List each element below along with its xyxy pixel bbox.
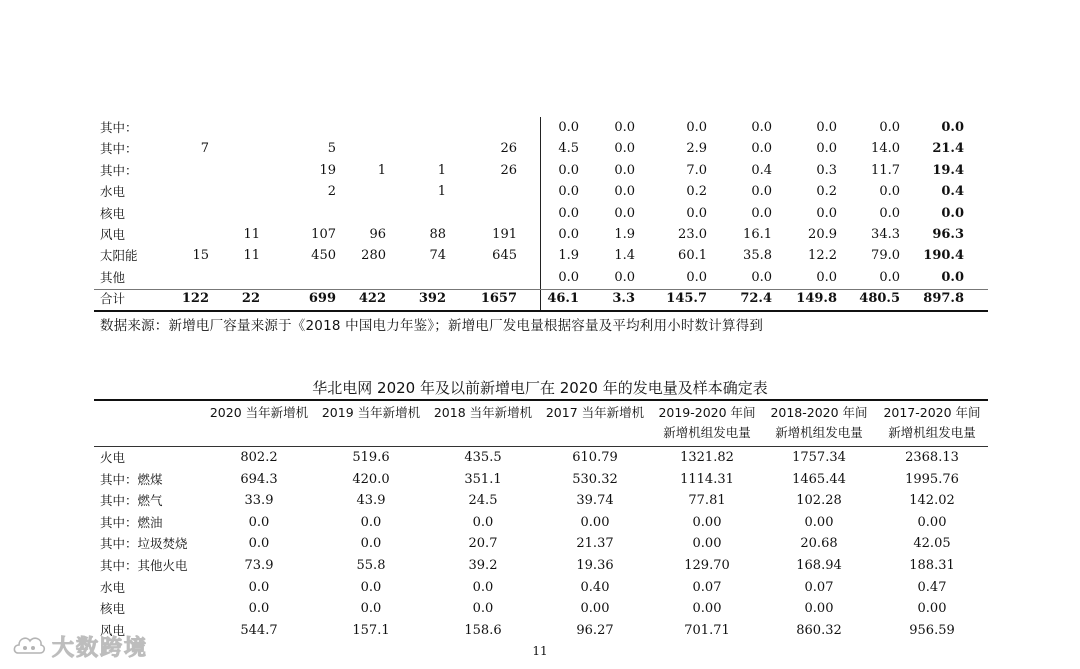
value-cell: 33.9 (244, 493, 274, 509)
generation-cell: 0.0 (558, 162, 579, 178)
capacity-cell: 11 (243, 227, 260, 242)
capacity-cell: 26 (500, 162, 517, 178)
value-cell: 0.00 (804, 601, 834, 617)
value-cell: 168.94 (796, 558, 842, 573)
row-label: 水电 (100, 184, 126, 200)
generation-cell: 72.4 (740, 291, 772, 307)
generation-cell: 0.3 (816, 162, 837, 178)
generation-cell: 96.3 (932, 227, 964, 242)
table-row (94, 138, 988, 159)
generation-cell: 0.0 (751, 120, 772, 135)
value-cell: 0.00 (917, 514, 947, 530)
table-row (94, 512, 988, 534)
generation-cell: 0.0 (941, 269, 964, 285)
generation-cell: 0.2 (816, 184, 837, 200)
generation-cell: 60.1 (678, 248, 707, 264)
capacity-cell: 280 (361, 248, 386, 264)
column-header-line: 新增机组发电量 (775, 425, 863, 440)
capacity-cell: 392 (418, 291, 446, 307)
generation-cell: 19.4 (932, 162, 964, 178)
generation-cell: 0.0 (558, 184, 579, 200)
value-cell: 0.0 (360, 601, 382, 617)
generation-cell: 149.8 (796, 291, 837, 307)
generation-cell: 0.0 (879, 269, 900, 285)
row-label: 其中： (100, 120, 138, 135)
value-cell: 435.5 (464, 450, 502, 465)
generation-cell: 145.7 (666, 291, 707, 307)
table-row (94, 245, 988, 266)
value-cell: 0.00 (804, 514, 834, 530)
value-cell: 701.71 (684, 622, 730, 638)
capacity-cell: 7 (200, 141, 209, 157)
capacity-cell: 15 (192, 248, 209, 264)
value-cell: 0.00 (917, 601, 947, 617)
table-top-rule (94, 399, 988, 401)
value-cell: 530.32 (572, 471, 618, 487)
value-cell: 0.00 (580, 601, 610, 617)
table-row (94, 598, 988, 620)
generation-cell: 20.9 (808, 227, 837, 242)
generation-cell: 3.3 (612, 291, 635, 307)
generation-cell: 16.1 (743, 227, 772, 242)
generation-cell: 0.0 (816, 141, 837, 157)
value-cell: 20.7 (468, 536, 498, 552)
value-cell: 0.0 (472, 514, 494, 530)
generation-cell: 0.0 (686, 269, 707, 285)
generation-cell: 35.8 (743, 248, 772, 264)
capacity-cell: 2 (327, 184, 336, 200)
row-label: 水电 (100, 579, 126, 595)
capacity-cell: 422 (358, 291, 386, 307)
watermark-text: 大数跨境 (52, 635, 149, 661)
table-row (94, 620, 988, 642)
generation-cell: 0.0 (816, 269, 837, 285)
generation-cell: 0.0 (816, 120, 837, 135)
generation-cell: 11.7 (871, 162, 900, 178)
generation-cell: 0.0 (558, 227, 579, 242)
generation-cell: 190.4 (923, 248, 964, 264)
source-note: 数据来源：新增电厂容量来源于《2018 中国电力年鉴》；新增电厂发电量根据容量及平均利用小时数计算得到 (100, 318, 764, 334)
value-cell: 0.0 (360, 514, 382, 530)
row-label: 其中：燃油 (100, 514, 163, 530)
row-label: 其中：燃煤 (100, 471, 163, 487)
value-cell: 610.79 (572, 450, 618, 465)
row-label: 其他 (100, 269, 126, 285)
generation-cell: 0.0 (614, 205, 635, 221)
generation-cell: 0.0 (941, 205, 964, 221)
table-row (94, 117, 988, 138)
value-cell: 1465.44 (792, 471, 846, 487)
generation-cell: 79.0 (871, 248, 900, 264)
column-header-line: 2020 当年新增机 (209, 405, 309, 420)
row-label: 太阳能 (100, 248, 138, 264)
column-header-line: 2017 当年新增机 (545, 405, 645, 420)
value-cell: 1321.82 (680, 450, 734, 465)
value-cell: 102.28 (796, 493, 842, 509)
table-row (94, 267, 988, 288)
value-cell: 42.05 (913, 536, 951, 552)
column-header-line: 新增机组发电量 (888, 425, 976, 440)
generation-cell: 2.9 (686, 141, 707, 157)
cloud-logo-icon (12, 631, 46, 661)
column-header-line: 2018 当年新增机 (433, 405, 533, 420)
generation-cell: 0.0 (558, 120, 579, 135)
generation-cell: 34.3 (871, 227, 900, 242)
value-cell: 544.7 (240, 622, 278, 638)
value-cell: 0.47 (917, 579, 947, 595)
value-cell: 39.74 (576, 493, 614, 509)
generation-cell: 0.0 (686, 120, 707, 135)
value-cell: 188.31 (909, 558, 955, 573)
table-title: 华北电网 2020 年及以前新增电厂在 2020 年的发电量及样本确定表 (312, 379, 768, 397)
capacity-cell: 19 (319, 162, 336, 178)
row-label: 火电 (100, 450, 126, 465)
capacity-cell: 11 (243, 248, 260, 264)
generation-cell: 1.4 (614, 248, 635, 264)
capacity-cell: 191 (492, 227, 517, 242)
page-number: 11 (532, 644, 548, 658)
generation-cell: 0.0 (879, 205, 900, 221)
capacity-cell: 450 (311, 248, 336, 264)
value-cell: 19.36 (576, 558, 614, 573)
generation-cell: 4.5 (558, 141, 579, 157)
capacity-cell: 1 (437, 162, 446, 178)
capacity-cell: 22 (241, 291, 260, 307)
table-row (94, 181, 988, 202)
value-cell: 0.40 (580, 579, 610, 595)
value-cell: 519.6 (352, 450, 390, 465)
value-cell: 420.0 (352, 471, 390, 487)
value-cell: 142.02 (909, 493, 955, 509)
capacity-cell: 96 (369, 227, 386, 242)
value-cell: 0.00 (692, 601, 722, 617)
column-header (759, 403, 879, 443)
row-label: 合计 (100, 291, 126, 307)
table-row (94, 160, 988, 181)
table-bottom-rule (94, 310, 988, 312)
generation-cell: 0.0 (879, 184, 900, 200)
value-cell: 158.6 (464, 622, 502, 638)
column-header-line: 2017-2020 年间 (883, 405, 981, 420)
table-row (94, 490, 988, 512)
generation-cell: 897.8 (923, 291, 964, 307)
capacity-cell: 88 (429, 227, 446, 242)
capacity-cell: 5 (327, 141, 336, 157)
generation-cell: 1.9 (614, 227, 635, 242)
table-row (94, 577, 988, 599)
column-header-line: 2018-2020 年间 (770, 405, 868, 420)
value-cell: 77.81 (688, 493, 726, 509)
value-cell: 96.27 (576, 622, 614, 638)
generation-cell: 0.0 (879, 120, 900, 135)
watermark (12, 628, 148, 664)
value-cell: 129.70 (684, 558, 730, 573)
generation-cell: 0.0 (614, 184, 635, 200)
column-header (311, 403, 431, 423)
value-cell: 24.5 (468, 493, 498, 509)
capacity-cell: 26 (500, 141, 517, 157)
generation-cell: 14.0 (871, 141, 900, 157)
capacity-cell: 74 (429, 248, 446, 264)
column-header (647, 403, 767, 443)
row-label: 其中： (100, 141, 138, 157)
value-cell: 20.68 (800, 536, 838, 552)
column-header-line: 新增机组发电量 (663, 425, 751, 440)
value-cell: 0.0 (248, 601, 270, 617)
value-cell: 0.00 (580, 514, 610, 530)
column-header-line: 2019-2020 年间 (658, 405, 756, 420)
generation-cell: 21.4 (932, 141, 964, 157)
value-cell: 157.1 (352, 622, 390, 638)
value-cell: 0.07 (692, 579, 722, 595)
row-label: 风电 (100, 622, 126, 638)
value-cell: 1114.31 (680, 471, 734, 487)
generation-cell: 12.2 (808, 248, 837, 264)
row-label: 其中：垃圾焚烧 (100, 536, 188, 552)
table-row (94, 203, 988, 224)
value-cell: 0.0 (360, 536, 382, 552)
generation-cell: 0.0 (614, 141, 635, 157)
value-cell: 0.0 (248, 536, 270, 552)
value-cell: 0.0 (360, 579, 382, 595)
table-row (94, 447, 988, 469)
value-cell: 1995.76 (905, 471, 959, 487)
value-cell: 1757.34 (792, 450, 846, 465)
generation-cell: 0.0 (686, 205, 707, 221)
generation-cell: 0.4 (941, 184, 964, 200)
generation-cell: 0.2 (686, 184, 707, 200)
value-cell: 0.0 (472, 579, 494, 595)
capacity-cell: 699 (308, 291, 336, 307)
value-cell: 860.32 (796, 622, 842, 638)
table-row (94, 555, 988, 577)
row-label: 风电 (100, 227, 126, 242)
capacity-cell: 1 (377, 162, 386, 178)
table-row (94, 288, 988, 309)
generation-cell: 0.0 (751, 184, 772, 200)
value-cell: 802.2 (240, 450, 278, 465)
table-row (94, 533, 988, 555)
generation-cell: 0.0 (751, 269, 772, 285)
row-label: 其中：其他火电 (100, 558, 188, 573)
generation-cell: 0.0 (751, 205, 772, 221)
value-cell: 0.0 (248, 579, 270, 595)
generation-cell: 0.0 (816, 205, 837, 221)
row-label: 核电 (100, 601, 126, 617)
row-label: 其中：燃气 (100, 493, 163, 509)
column-header (872, 403, 992, 443)
table-row (94, 469, 988, 491)
row-label: 其中： (100, 162, 138, 178)
value-cell: 694.3 (240, 471, 278, 487)
generation-cell: 0.0 (614, 269, 635, 285)
generation-cell: 0.0 (614, 120, 635, 135)
value-cell: 351.1 (464, 471, 502, 487)
value-cell: 39.2 (468, 558, 498, 573)
row-label: 核电 (100, 205, 126, 221)
column-header (535, 403, 655, 423)
generation-cell: 1.9 (558, 248, 579, 264)
generation-cell: 0.4 (751, 162, 772, 178)
capacity-cell: 1 (437, 184, 446, 200)
value-cell: 0.0 (472, 601, 494, 617)
generation-cell: 0.0 (751, 141, 772, 157)
capacity-cell: 107 (311, 227, 336, 242)
value-cell: 21.37 (576, 536, 614, 552)
value-cell: 43.9 (356, 493, 386, 509)
value-cell: 2368.13 (905, 450, 959, 465)
value-cell: 0.07 (804, 579, 834, 595)
column-header (423, 403, 543, 423)
generation-cell: 0.0 (558, 205, 579, 221)
value-cell: 956.59 (909, 622, 955, 638)
value-cell: 0.0 (248, 514, 270, 530)
value-cell: 73.9 (244, 558, 274, 573)
value-cell: 0.00 (692, 514, 722, 530)
generation-cell: 0.0 (558, 269, 579, 285)
generation-cell: 7.0 (686, 162, 707, 178)
generation-cell: 23.0 (678, 227, 707, 242)
column-header (199, 403, 319, 423)
generation-cell: 480.5 (859, 291, 900, 307)
capacity-cell: 122 (181, 291, 209, 307)
column-header-line: 2019 当年新增机 (321, 405, 421, 420)
capacity-cell: 645 (492, 248, 517, 264)
generation-cell: 0.0 (614, 162, 635, 178)
generation-cell: 46.1 (547, 291, 579, 307)
value-cell: 0.00 (692, 536, 722, 552)
table-row (94, 224, 988, 245)
generation-cell: 0.0 (941, 120, 964, 135)
capacity-cell: 1657 (480, 291, 517, 307)
value-cell: 55.8 (356, 558, 386, 573)
